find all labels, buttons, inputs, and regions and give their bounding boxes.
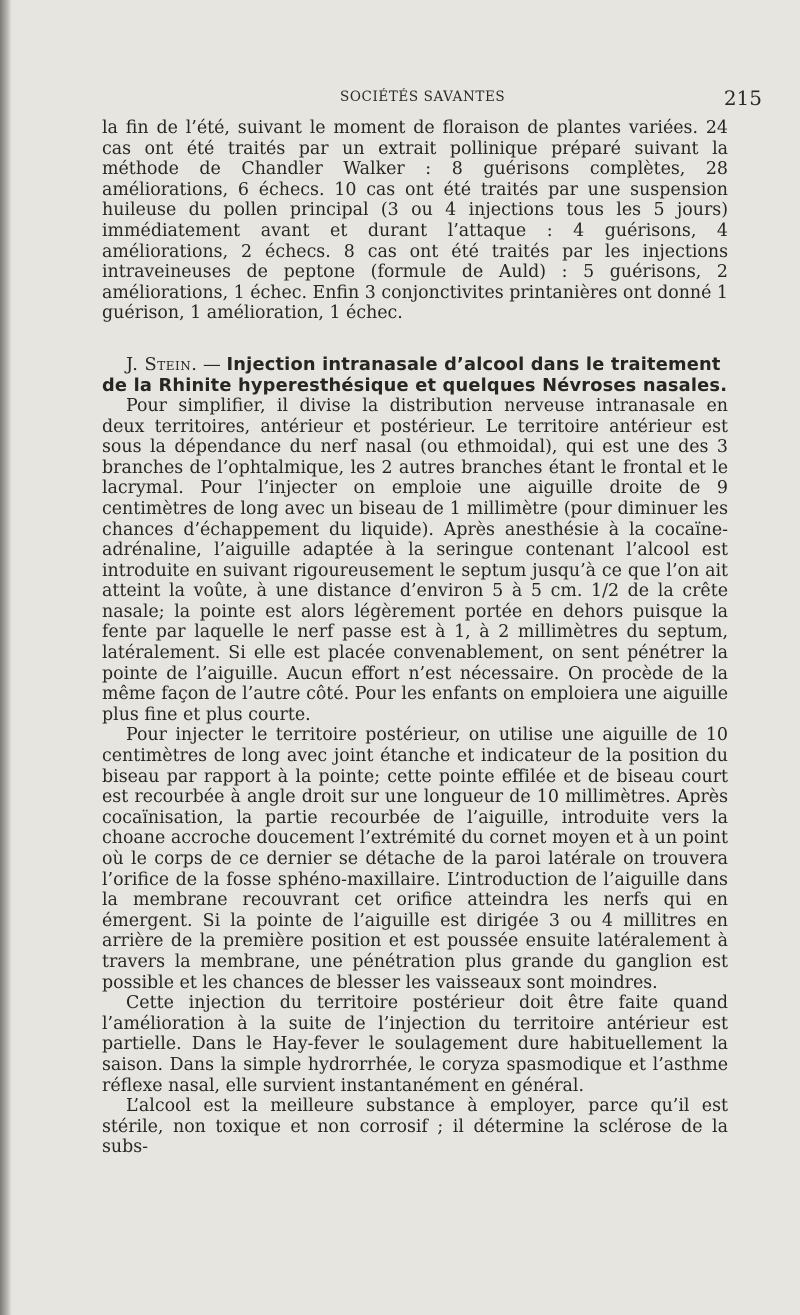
running-title: SOCIÉTÉS SAVANTES bbox=[340, 89, 506, 105]
stein-section bbox=[102, 354, 728, 1158]
section-author: J. Stein. bbox=[126, 353, 198, 375]
section-paragraph-3: Cette injection du territoire postérieur doit être faite quand l’amélioration à la suite de l’injection du territoire antérieur est partielle. Dans le Hay-fever le soulagement dure habituellement la saison. Dans la simple hydrorrhée, le coryza spasmodique et l’asthme réflexe nasal, elle survient instantanément en général. bbox=[102, 993, 728, 1096]
page-body bbox=[102, 118, 728, 1158]
section-paragraph-2: Pour injecter le territoire postérieur, on utilise une aiguille de 10 centimètres de long avec joint étanche et indicateur de la position du biseau par rapport à la pointe; cette pointe effilée et de biseau court est recourbée à angle droit sur une longueur de 10 millimètres. Après cocaïnisation, la partie recourbée de l’aiguille, introduite vers la choane accroche doucement l’extrémité du cornet moyen et à un point où le corps de ce dernier se détache de la paroi latérale on trouvera l’orifice de la fosse sphéno-maxillaire. L’introduction de l’aiguille dans la membrane recouvrant cet orifice atteindra les nerfs qui en émergent. Si la pointe de l’aiguille est dirigée 3 ou 4 millitres en arrière de la première position et est poussée ensuite latéralement à travers la membrane, une pénétration plus grande du ganglion est possible et les chances de blesser les vaisseaux sont moindres. bbox=[102, 725, 728, 993]
page-gutter-shadow bbox=[0, 0, 12, 1315]
page-number: 215 bbox=[723, 86, 762, 110]
section-paragraph-1: Pour simplifier, il divise la distribution nerveuse intranasale en deux territoires, antérieur et postérieur. Le territoire antérieur est sous la dépendance du nerf nasal (ou ethmoidal), qui est une des 3 branches de l’ophtalmique, les 2 autres branches étant le frontal et le lacrymal. Pour l’injecter on emploie une aiguille droite de 9 centimètres de long avec un biseau de 1 millimètre (pour diminuer les chances d’échappement du liquide). Après anesthésie à la cocaïne-adrénaline, l’aiguille adaptée à la seringue contenant l’alcool est introduite en suivant rigoureusement le septum jusqu’à ce que l’on ait atteint la voûte, à une distance d’environ 5 à 5 cm. 1/2 de la crête nasale; la pointe est alors légèrement portée en dehors puisque la fente par laquelle le nerf passe est à 1, à 2 millimètres du septum, latéralement. Si elle est placée convenablement, on sent pénétrer la pointe de l’aiguille. Aucun effort n’est nécessaire. On procède de la même façon de l’autre côté. Pour les enfants on emploiera une aiguille plus fine et plus courte. bbox=[102, 395, 728, 725]
section-title: Injection intranasale d’alcool dans le traitement de la Rhinite hyperesthésique et quelques Névroses nasales. bbox=[102, 353, 728, 396]
page-header bbox=[0, 86, 800, 112]
section-paragraph-4: L’alcool est la meilleure substance à employer, parce qu’il est stérile, non toxique et non corrosif ; il détermine la sclérose de la subs- bbox=[102, 1096, 728, 1158]
section-heading bbox=[102, 354, 728, 396]
heading-dash: — bbox=[197, 353, 227, 375]
intro-paragraph: la fin de l’été, suivant le moment de floraison de plantes variées. 24 cas ont été traités par un extrait pollinique préparé suivant la méthode de Chandler Walker : 8 guérisons complètes, 28 améliorations, 6 échecs. 10 cas ont été traités par une suspension huileuse du pollen principal (3 ou 4 injections tous les 5 jours) immédiatement avant et durant l’attaque : 4 guérisons, 4 améliorations, 2 échecs. 8 cas ont été traités par les injections intraveineuses de peptone (formule de Auld) : 5 guérisons, 2 améliorations, 1 échec. Enfin 3 conjonctivites printanières ont donné 1 guérison, 1 amélioration, 1 échec. bbox=[102, 118, 728, 324]
